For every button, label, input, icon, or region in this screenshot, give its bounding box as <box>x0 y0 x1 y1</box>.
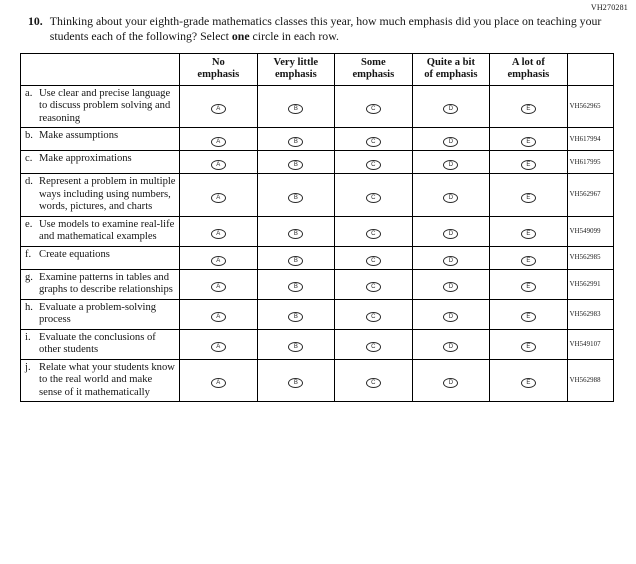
item-code: VH562985 <box>567 246 613 269</box>
answer-cell <box>257 85 335 128</box>
question-text <box>50 14 603 44</box>
answer-oval[interactable]: E <box>521 193 536 203</box>
row-letter: e. <box>25 218 33 230</box>
answer-oval[interactable]: E <box>521 104 536 114</box>
answer-oval[interactable]: D <box>443 378 458 388</box>
item-code: VH562967 <box>567 174 613 217</box>
answer-cell <box>335 85 413 128</box>
row-letter: b. <box>25 130 33 142</box>
answer-oval[interactable]: C <box>366 229 381 239</box>
row-text: Make assumptions <box>39 130 119 142</box>
row-label <box>21 216 180 246</box>
answer-oval[interactable]: D <box>443 160 458 170</box>
item-code: VH562988 <box>567 359 613 402</box>
answer-cell <box>490 269 568 299</box>
answer-cell <box>335 174 413 217</box>
answer-cell <box>180 329 258 359</box>
answer-cell <box>490 246 568 269</box>
answer-oval[interactable]: C <box>366 137 381 147</box>
row-letter: h. <box>25 301 33 313</box>
answer-oval[interactable]: A <box>211 312 226 322</box>
answer-oval[interactable]: E <box>521 312 536 322</box>
row-letter: a. <box>25 87 33 99</box>
column-header-a-lot-of-emphasis: A lot of emphasis <box>490 54 568 85</box>
answer-cell <box>412 85 490 128</box>
row-text: Represent a problem in multiple ways including using numbers, words, pictures, and charts <box>39 176 176 213</box>
answer-oval[interactable]: B <box>288 229 303 239</box>
answer-oval[interactable]: E <box>521 342 536 352</box>
row-label <box>21 85 180 128</box>
question-10 <box>28 14 603 44</box>
answer-oval[interactable]: A <box>211 160 226 170</box>
answer-oval[interactable]: D <box>443 193 458 203</box>
item-code: VH562991 <box>567 269 613 299</box>
answer-cell <box>257 151 335 174</box>
table-row <box>21 216 614 246</box>
answer-cell <box>180 269 258 299</box>
answer-cell <box>257 216 335 246</box>
answer-oval[interactable]: B <box>288 342 303 352</box>
header-code-cell <box>567 54 613 85</box>
answer-cell <box>180 246 258 269</box>
row-label <box>21 151 180 174</box>
answer-oval[interactable]: E <box>521 229 536 239</box>
row-label <box>21 299 180 329</box>
answer-cell <box>412 128 490 151</box>
header-stub-cell <box>21 54 180 85</box>
table-row <box>21 128 614 151</box>
row-label <box>21 359 180 402</box>
row-text: Evaluate a problem-solving process <box>39 301 157 326</box>
answer-oval[interactable]: B <box>288 160 303 170</box>
answer-cell <box>180 299 258 329</box>
answer-cell <box>180 359 258 402</box>
answer-oval[interactable]: E <box>521 137 536 147</box>
row-text: Make approximations <box>39 153 132 165</box>
answer-oval[interactable]: A <box>211 378 226 388</box>
row-label <box>21 329 180 359</box>
answer-oval[interactable]: B <box>288 137 303 147</box>
answer-oval[interactable]: A <box>211 229 226 239</box>
table-row <box>21 174 614 217</box>
answer-cell <box>335 246 413 269</box>
row-letter: f. <box>25 248 32 260</box>
answer-cell <box>257 174 335 217</box>
answer-cell <box>490 85 568 128</box>
item-code: VH617994 <box>567 128 613 151</box>
row-label <box>21 246 180 269</box>
answer-oval[interactable]: B <box>288 378 303 388</box>
row-label <box>21 269 180 299</box>
answer-cell <box>412 174 490 217</box>
table-row <box>21 359 614 402</box>
answer-oval[interactable]: A <box>211 137 226 147</box>
table-row <box>21 151 614 174</box>
answer-oval[interactable]: C <box>366 312 381 322</box>
answer-cell <box>335 359 413 402</box>
answer-cell <box>412 216 490 246</box>
answer-cell <box>257 329 335 359</box>
row-label <box>21 174 180 217</box>
answer-oval[interactable]: E <box>521 256 536 266</box>
answer-cell <box>490 151 568 174</box>
answer-cell <box>335 269 413 299</box>
answer-cell <box>412 359 490 402</box>
question-text-part1: Thinking about your eighth-grade mathematics classes this year, how much emphasis did you place on teaching your students each of the following? Select <box>49 14 602 44</box>
answer-cell <box>180 216 258 246</box>
row-text: Create equations <box>39 248 110 260</box>
answer-oval[interactable]: C <box>366 256 381 266</box>
table-row <box>21 246 614 269</box>
row-letter: d. <box>25 176 33 188</box>
answer-oval[interactable]: E <box>521 378 536 388</box>
answer-oval[interactable]: D <box>443 104 458 114</box>
question-text-bold: one <box>231 29 250 44</box>
answer-oval[interactable]: E <box>521 160 536 170</box>
answer-oval[interactable]: B <box>288 256 303 266</box>
answer-cell <box>257 246 335 269</box>
answer-cell <box>490 299 568 329</box>
row-label <box>21 128 180 151</box>
row-letter: c. <box>25 153 33 165</box>
row-letter: i. <box>25 331 31 343</box>
question-number: 10. <box>28 14 43 28</box>
row-text: Examine patterns in tables and graphs to describe relationships <box>39 271 173 296</box>
answer-oval[interactable]: C <box>366 282 381 292</box>
row-letter: j. <box>25 361 31 373</box>
answer-oval[interactable]: D <box>443 137 458 147</box>
row-text: Relate what your students know to the real world and make sense of it mathematically <box>39 361 175 398</box>
answer-cell <box>257 299 335 329</box>
item-code: VH562983 <box>567 299 613 329</box>
answer-oval[interactable]: C <box>366 160 381 170</box>
answer-oval[interactable]: E <box>521 282 536 292</box>
column-header-some-emphasis: Some emphasis <box>335 54 413 85</box>
item-code: VH617995 <box>567 151 613 174</box>
answer-cell <box>335 151 413 174</box>
answer-oval[interactable]: A <box>211 104 226 114</box>
answer-oval[interactable]: B <box>288 312 303 322</box>
answer-oval[interactable]: C <box>366 378 381 388</box>
column-header-quite-a-bit-of-emphasis: Quite a bit of emphasis <box>412 54 490 85</box>
answer-cell <box>335 299 413 329</box>
answer-cell <box>180 174 258 217</box>
answer-cell <box>412 269 490 299</box>
item-code: VH549107 <box>567 329 613 359</box>
answer-oval[interactable]: A <box>211 193 226 203</box>
answer-cell <box>490 216 568 246</box>
column-header-no-emphasis: No emphasis <box>180 54 258 85</box>
row-text: Use models to examine real-life and mathematical examples <box>39 218 175 243</box>
answer-cell <box>180 151 258 174</box>
answer-cell <box>490 359 568 402</box>
answer-oval[interactable]: D <box>443 256 458 266</box>
answer-oval[interactable]: D <box>443 229 458 239</box>
answer-oval[interactable]: A <box>211 256 226 266</box>
row-text: Evaluate the conclusions of other students <box>39 331 156 356</box>
answer-cell <box>412 246 490 269</box>
answer-cell <box>335 329 413 359</box>
answer-oval[interactable]: B <box>288 282 303 292</box>
answer-cell <box>180 128 258 151</box>
answer-oval[interactable]: B <box>288 104 303 114</box>
answer-oval[interactable]: C <box>366 342 381 352</box>
table-row <box>21 85 614 128</box>
row-letter: g. <box>25 271 33 283</box>
answer-cell <box>490 128 568 151</box>
column-header-very-little-emphasis: Very little emphasis <box>257 54 335 85</box>
table-row <box>21 329 614 359</box>
question-text-part2: circle in each row. <box>249 29 339 44</box>
answer-oval[interactable]: D <box>443 282 458 292</box>
emphasis-table <box>20 53 614 402</box>
answer-oval[interactable]: C <box>366 104 381 114</box>
answer-cell <box>412 151 490 174</box>
item-code: VH562965 <box>567 85 613 128</box>
answer-oval[interactable]: C <box>366 193 381 203</box>
answer-oval[interactable]: D <box>443 312 458 322</box>
answer-cell <box>257 359 335 402</box>
header-row <box>21 54 614 85</box>
item-code: VH549099 <box>567 216 613 246</box>
answer-oval[interactable]: B <box>288 193 303 203</box>
form-code: VH270281 <box>590 3 628 12</box>
answer-cell <box>180 85 258 128</box>
answer-cell <box>490 174 568 217</box>
answer-oval[interactable]: D <box>443 342 458 352</box>
table-row <box>21 299 614 329</box>
answer-cell <box>335 128 413 151</box>
answer-cell <box>490 329 568 359</box>
answer-cell <box>412 329 490 359</box>
answer-oval[interactable]: A <box>211 342 226 352</box>
answer-cell <box>257 128 335 151</box>
answer-cell <box>257 269 335 299</box>
table-row <box>21 269 614 299</box>
answer-cell <box>335 216 413 246</box>
answer-oval[interactable]: A <box>211 282 226 292</box>
row-text: Use clear and precise language to discuss problem solving and reasoning <box>39 87 171 124</box>
answer-cell <box>412 299 490 329</box>
